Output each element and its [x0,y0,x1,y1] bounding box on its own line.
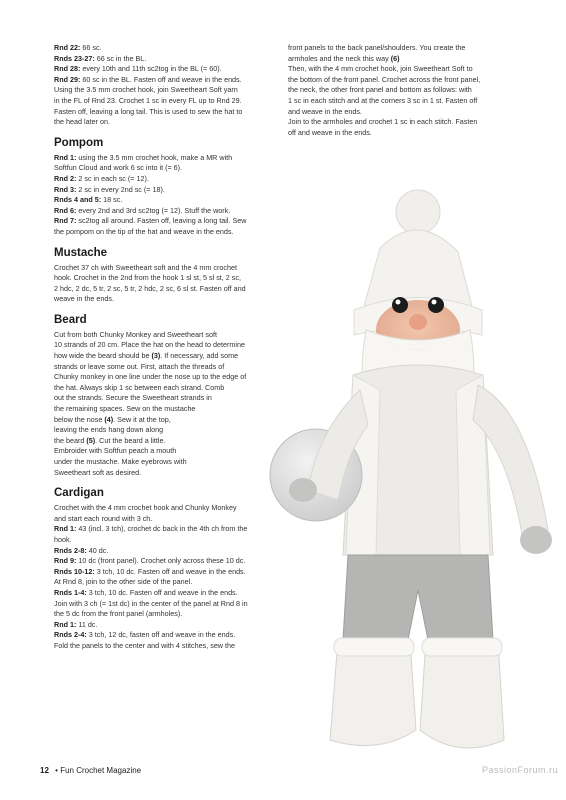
text-line [288,117,516,128]
text-line [54,117,272,128]
figure-reference: (5) [86,435,96,445]
step-text: and weave in the ends. [288,106,362,116]
beard-heading: Beard [54,313,87,326]
step-label: Rnd 6: [54,205,77,215]
text-line [54,546,272,557]
text-line [54,393,272,404]
step-text: the remaining spaces. Sew on the mustache [54,404,196,414]
step-label: Rnd 3: [54,184,77,194]
text-line [54,185,272,196]
hat-instructions [54,43,272,128]
step-text: 40 dc. [86,545,109,555]
text-line [54,163,272,174]
cardigan-instructions [54,503,272,651]
text-line [54,383,272,394]
text-line [54,468,272,479]
text-line [54,330,272,341]
text-line [54,524,272,535]
text-line [54,284,272,295]
footer-bullet: • [55,766,58,775]
text-line [54,503,272,514]
step-label: Rnd 1: [54,524,77,534]
text-line [54,599,272,610]
figure-reference: (6) [390,53,400,63]
step-label: Rnd 28: [54,64,81,74]
page-footer [40,766,141,775]
step-text: At Rnd 8, join to the other side of the panel. [54,577,193,587]
step-text: strands or leave some out. First, attach the threads of [54,361,225,371]
step-label: Rnd 29: [54,74,81,84]
text-line [288,64,516,75]
step-text: every 2nd and 3rd sc2tog (= 12). Stuff the work. [76,205,231,215]
step-text: Then, with the 4 mm crochet hook, join Sweetheart Soft to [288,64,473,74]
step-text: Sweetheart soft as desired. [54,467,142,477]
page-number: 12 [40,766,49,775]
text-line [54,263,272,274]
cardigan-continued-instructions [288,43,516,138]
step-text: every 10th and 11th sc2tog in the BL (= 60). [80,64,222,74]
step-text: the 5 dc from the front panel (armholes). [54,609,183,619]
step-text: how wide the beard should be [54,351,152,361]
text-line [54,641,272,652]
text-line [54,446,272,457]
step-text: 66 sc in the BL. [94,53,147,63]
pants-shape [343,555,493,640]
step-text: Embroider with Softfun peach a mouth [54,446,177,456]
pompom-shape [396,190,440,234]
right-mitten-shape [520,526,552,554]
text-line [54,514,272,525]
text-line [54,535,272,546]
step-text: 1 sc in each stitch and at the corners 3 sc in 1 st. Fasten off [288,95,478,105]
text-line [54,294,272,305]
step-text: the bottom of the front panel. Crochet across the front panel, [288,74,481,84]
figure-reference: (3) [151,351,161,361]
text-line [54,107,272,118]
step-text: Crochet with the 4 mm crochet hook and Chunky Monkey [54,503,237,513]
step-text: sc2tog all around. Fasten off, leaving a long tail. Sew [76,216,247,226]
right-column [288,43,516,138]
text-line [54,577,272,588]
step-text: Cut from both Chunky Monkey and Sweetheart soft [54,329,217,339]
text-line [54,85,272,96]
step-text: under the mustache. Make eyebrows with [54,457,187,466]
text-line [54,75,272,86]
step-text: Chunky monkey in one line under the nose up to the edge of [54,372,247,382]
step-label: Rnds 1-4: [54,587,87,597]
text-line [54,457,272,468]
watermark: PassionForum.ru [481,765,558,775]
left-mitten-shape [289,478,317,502]
step-label: Rnd 9: [54,556,77,566]
text-line [54,64,272,75]
nose-shape [409,314,427,330]
text-line [54,273,272,284]
text-line [54,153,272,164]
text-line [288,128,516,139]
text-line [54,54,272,65]
step-text: 66 sc. [80,43,102,52]
figure-reference: (4) [104,414,114,424]
text-line [54,630,272,641]
step-text: . Sew it at the top, [113,414,171,424]
step-text: . Cut the beard a little. [95,435,166,445]
step-text: and start each round with 3 ch. [54,513,153,523]
text-line [288,43,516,54]
step-text: front panels to the back panel/shoulders. You create the [288,43,466,52]
pompom-instructions [54,153,272,238]
text-line [54,216,272,227]
left-eye [392,297,408,313]
step-text: Using the 3.5 mm crochet hook, join Sweetheart Soft yarn [54,85,238,95]
cardigan-heading: Cardigan [54,487,104,500]
step-text: the neck, the other front panel and bottom as follows: with [288,85,472,95]
step-text: the hat. Always skip 1 sc between each strand. Comb [54,382,225,392]
step-text: the pompom on the tip of the hat and weave in the ends. [54,226,234,236]
pompom-heading: Pompom [54,136,104,149]
text-line [54,620,272,631]
text-line [54,436,272,447]
text-line [54,404,272,415]
text-line [54,195,272,206]
text-line [288,107,516,118]
step-text: armholes and the neck this way [288,53,391,63]
amigurumi-photo [268,170,566,775]
step-label: Rnd 22: [54,43,81,52]
text-line [54,415,272,426]
step-text: . If necessary, add some [160,351,239,361]
step-text: 18 sc. [101,195,123,205]
step-text: hook. [54,534,72,544]
text-line [54,362,272,373]
text-line [54,340,272,351]
text-line [288,85,516,96]
step-text: 10 dc (front panel). Crochet only across these 10 dc. [76,556,246,566]
step-text: off and weave in the ends. [288,127,372,137]
step-text: Join to the armholes and crochet 1 sc in each stitch. Fasten [288,117,478,127]
step-text: the head later on. [54,117,110,127]
left-column [54,43,272,652]
step-label: Rnds 23-27: [54,53,95,63]
text-line [54,351,272,362]
step-label: Rnd 1: [54,152,77,162]
step-text: weave in the ends. [54,294,114,304]
mustache-instructions [54,263,272,305]
step-text: 10 strands of 20 cm. Place the hat on the head to determine [54,340,245,350]
text-line [54,174,272,185]
step-text: 60 sc in the BL. Fasten off and weave in the ends. [80,74,242,84]
step-text: below the nose [54,414,105,424]
step-text: in the FL of Rnd 23. Crochet 1 sc in every FL up to Rnd 29. [54,95,242,105]
step-text: 2 sc in each sc (= 12). [76,173,149,183]
mustache-heading: Mustache [54,246,108,259]
text-line [54,206,272,217]
text-line [54,609,272,620]
text-line [54,567,272,578]
magazine-name: Fun Crochet Magazine [60,766,142,775]
step-label: Rnd 2: [54,173,77,183]
text-line [54,425,272,436]
text-line [54,43,272,54]
step-label: Rnds 4 and 5: [54,195,102,205]
text-line [54,372,272,383]
step-label: Rnds 10-12: [54,566,95,576]
beard-instructions [54,330,272,478]
step-text: 2 sc in every 2nd sc (= 18). [76,184,165,194]
text-line [54,588,272,599]
text-line [288,75,516,86]
step-text: 3 tch, 12 dc, fasten off and weave in the ends. [86,630,236,640]
step-text: 43 (incl. 3 tch), crochet dc back in the 4th ch from the [76,524,248,534]
text-line [288,54,516,65]
text-line [288,96,516,107]
step-text: out the strands. Secure the Sweetheart strands in [54,393,212,403]
step-text: hook. Crochet in the 2nd from the hook 1 sl st, 5 sl st, 2 sc, [54,273,241,283]
step-label: Rnds 2-8: [54,545,87,555]
right-eye [428,297,444,313]
step-text: using the 3.5 mm crochet hook, make a MR with [76,152,233,162]
text-line [54,556,272,567]
step-text: 11 dc. [76,619,98,629]
step-label: Rnd 7: [54,216,77,226]
step-text: 3 tch, 10 dc. Fasten off and weave in the ends. [86,587,238,597]
step-text: Join with 3 ch (= 1st dc) in the center of the panel at Rnd 8 in [54,598,248,608]
step-text: Crochet 37 ch with Sweetheart soft and the 4 mm crochet [54,262,237,272]
step-text: Fasten off, leaving a long tail. This is used to sew the hat to [54,106,243,116]
step-text: the beard [54,435,87,445]
step-text: Fold the panels to the center and with 4 stitches, sew the [54,640,235,650]
step-text: leaving the ends hang down along [54,425,164,435]
step-text: Softfun Cloud and work 6 sc into it (= 6). [54,163,183,173]
step-text: 2 hdc, 2 dc, 5 tr, 2 sc, 5 tr, 2 hdc, 2 sc, 6 sl st. Fasten off and [54,283,246,293]
step-label: Rnd 1: [54,619,77,629]
step-text: 3 tch, 10 dc. Fasten off and weave in the ends. [94,566,246,576]
text-line [54,96,272,107]
text-line [54,227,272,238]
step-label: Rnds 2-4: [54,630,87,640]
